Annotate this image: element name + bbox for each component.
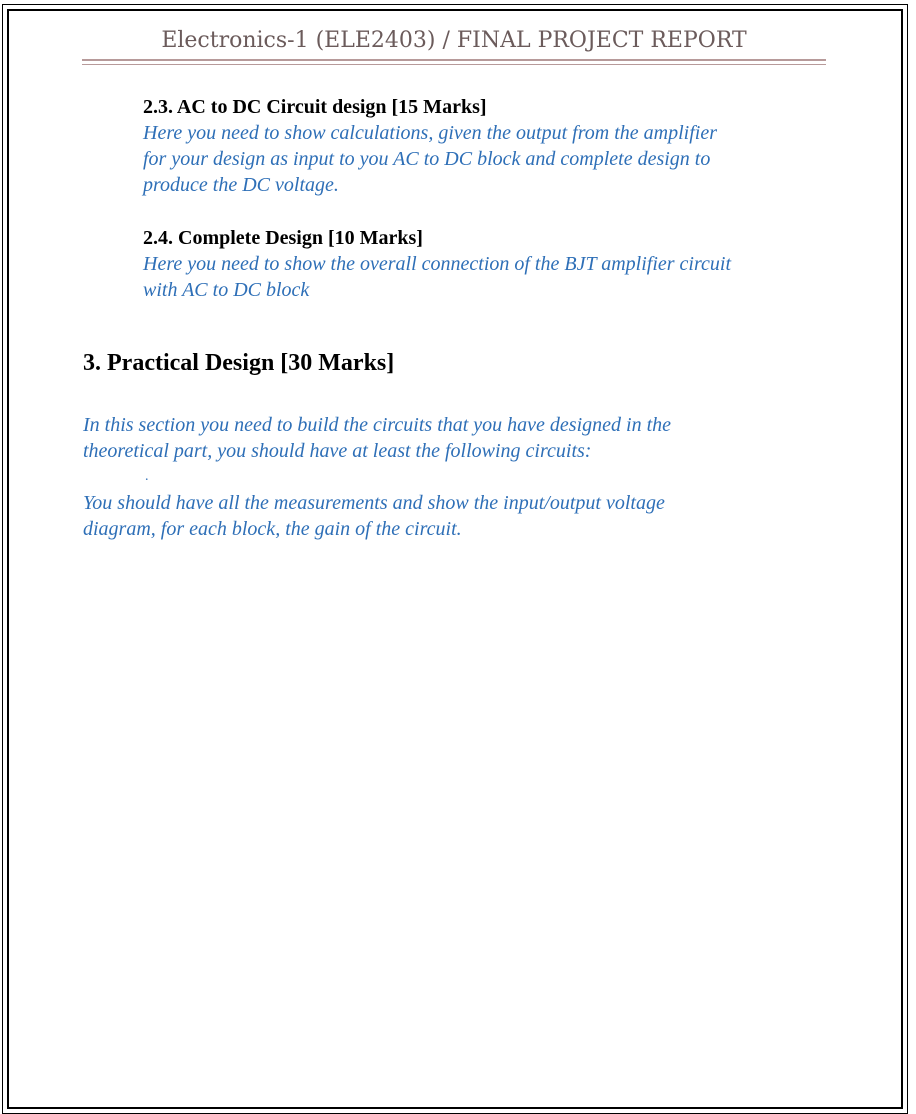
instruction-line: In this section you need to build the circuits that you have designed in the (83, 414, 672, 436)
section-3 (83, 350, 843, 377)
instruction-line: produce the DC voltage. (143, 174, 339, 196)
header-rule-thin (82, 64, 826, 65)
bullet-item: . (145, 469, 149, 484)
page-header-title: Electronics-1 (ELE2403) / FINAL PROJECT REPORT (161, 28, 747, 53)
header-rule (82, 59, 826, 61)
instruction-line: Here you need to show the overall connection of the BJT amplifier circuit (143, 253, 732, 275)
section-3-heading: 3. Practical Design [30 Marks] (83, 350, 395, 376)
instruction-line: diagram, for each block, the gain of the circuit. (83, 518, 462, 540)
instruction-line: theoretical part, you should have at least the following circuits: (83, 440, 592, 462)
section-2-3-instructions (143, 120, 843, 198)
section-2-4 (143, 225, 843, 303)
section-2-3-heading: 2.3. AC to DC Circuit design [15 Marks] (143, 96, 487, 118)
section-2-4-heading: 2.4. Complete Design [10 Marks] (143, 227, 423, 249)
instruction-line: with AC to DC block (143, 279, 310, 301)
section-2-3 (143, 94, 843, 198)
section-3-body (83, 412, 843, 542)
instruction-line: You should have all the measurements and show the input/output voltage (83, 492, 665, 514)
section-2-4-instructions (143, 251, 843, 303)
instruction-line: for your design as input to you AC to DC block and complete design to (143, 148, 711, 170)
instruction-line: Here you need to show calculations, given the output from the amplifier (143, 122, 717, 144)
